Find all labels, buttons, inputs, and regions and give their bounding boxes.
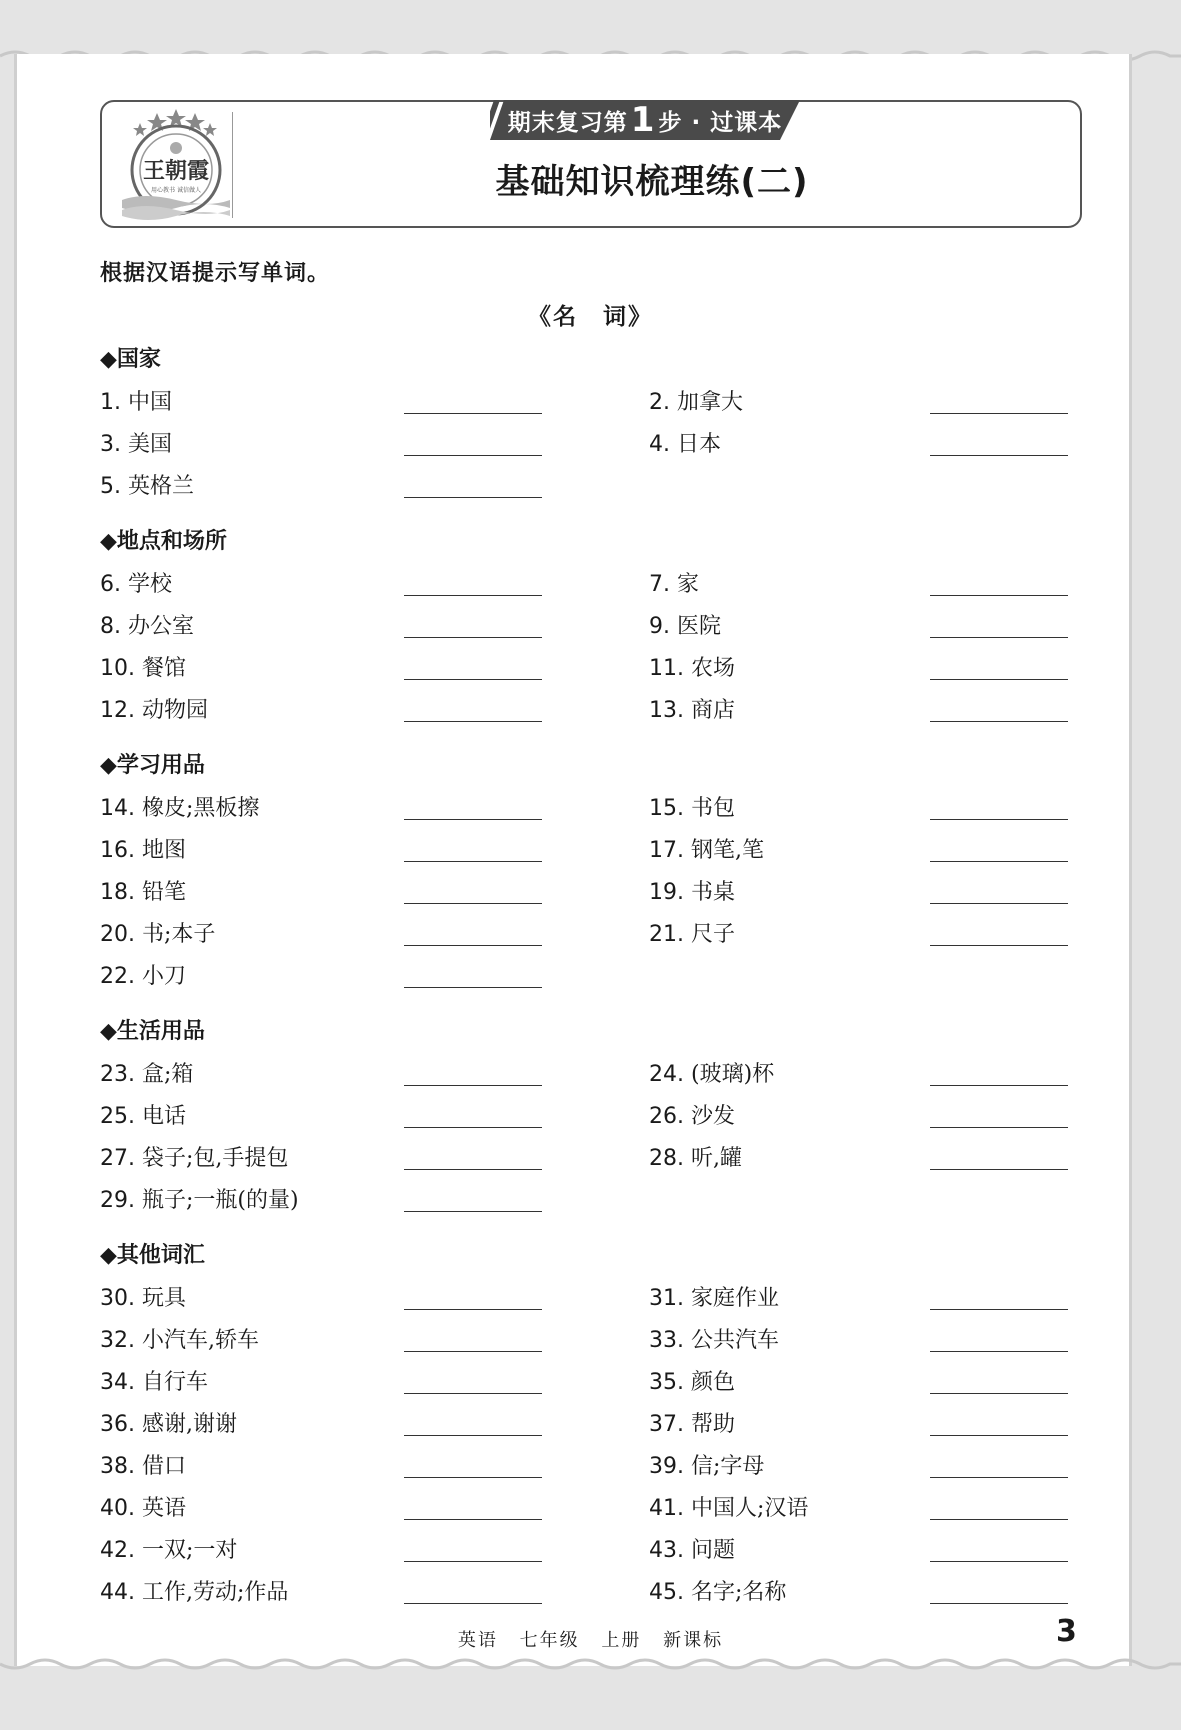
answer-blank[interactable] — [930, 903, 1068, 904]
answer-blank[interactable] — [404, 1561, 542, 1562]
section-heading-places: ◆地点和场所 — [100, 529, 227, 554]
list-item: 34. 自行车 — [100, 1370, 209, 1395]
list-item: 24. (玻璃)杯 — [649, 1062, 775, 1087]
answer-blank[interactable] — [404, 945, 542, 946]
answer-blank[interactable] — [404, 987, 542, 988]
list-item: 14. 橡皮;黑板擦 — [100, 796, 260, 821]
answer-blank[interactable] — [404, 1351, 542, 1352]
list-item: 39. 信;字母 — [649, 1454, 765, 1479]
answer-blank[interactable] — [930, 637, 1068, 638]
list-item: 45. 名字;名称 — [649, 1580, 787, 1605]
answer-blank[interactable] — [404, 413, 542, 414]
list-item: 42. 一双;一对 — [100, 1538, 238, 1563]
page-title: 基础知识梳理练(二) — [495, 162, 809, 202]
answer-blank[interactable] — [930, 861, 1068, 862]
logo-text: 王朝霞 — [142, 158, 210, 184]
list-item: 41. 中国人;汉语 — [649, 1496, 809, 1521]
answer-blank[interactable] — [930, 1561, 1068, 1562]
list-item: 35. 颜色 — [649, 1370, 736, 1395]
list-item: 4. 日本 — [649, 432, 722, 457]
part-of-speech-subtitle: 《名 词》 — [528, 304, 653, 330]
answer-blank[interactable] — [930, 1435, 1068, 1436]
answer-blank[interactable] — [930, 1085, 1068, 1086]
banner-step-number: 1 — [630, 100, 656, 140]
list-item: 8. 办公室 — [100, 614, 195, 639]
answer-blank[interactable] — [404, 455, 542, 456]
header-box — [100, 100, 1082, 228]
answer-blank[interactable] — [930, 1127, 1068, 1128]
list-item: 7. 家 — [649, 572, 700, 597]
answer-blank[interactable] — [404, 1169, 542, 1170]
list-item: 19. 书桌 — [649, 880, 736, 905]
list-item: 17. 钢笔,笔 — [649, 838, 764, 863]
answer-blank[interactable] — [404, 721, 542, 722]
answer-blank[interactable] — [404, 1603, 542, 1604]
answer-blank[interactable] — [404, 1085, 542, 1086]
answer-blank[interactable] — [930, 1169, 1068, 1170]
answer-blank[interactable] — [930, 945, 1068, 946]
answer-blank[interactable] — [404, 1211, 542, 1212]
list-item: 30. 玩具 — [100, 1286, 187, 1311]
list-item: 29. 瓶子;一瓶(的量) — [100, 1188, 299, 1213]
page-number: 3 — [1056, 1614, 1077, 1649]
footer-text: 英语 七年级 上册 新课标 — [457, 1630, 724, 1651]
answer-blank[interactable] — [404, 497, 542, 498]
section-heading-other-words: ◆其他词汇 — [100, 1243, 205, 1268]
banner-post: 步 · 过课本 — [658, 109, 783, 136]
list-item: 44. 工作,劳动;作品 — [100, 1580, 289, 1605]
step-banner — [490, 100, 800, 144]
answer-blank[interactable] — [930, 1519, 1068, 1520]
answer-blank[interactable] — [404, 1477, 542, 1478]
list-item: 18. 铅笔 — [100, 880, 187, 905]
list-item: 26. 沙发 — [649, 1104, 736, 1129]
banner-text — [490, 100, 800, 140]
list-item: 40. 英语 — [100, 1496, 187, 1521]
list-item: 36. 感谢,谢谢 — [100, 1412, 237, 1437]
answer-blank[interactable] — [404, 595, 542, 596]
answer-blank[interactable] — [404, 1309, 542, 1310]
list-item: 1. 中国 — [100, 390, 173, 415]
answer-blank[interactable] — [930, 1351, 1068, 1352]
list-item: 5. 英格兰 — [100, 474, 195, 499]
answer-blank[interactable] — [404, 1127, 542, 1128]
section-heading-countries: ◆国家 — [100, 347, 161, 372]
list-item: 3. 美国 — [100, 432, 173, 457]
instruction-text: 根据汉语提示写单词。 — [100, 261, 331, 286]
answer-blank[interactable] — [404, 679, 542, 680]
list-item: 25. 电话 — [100, 1104, 187, 1129]
answer-blank[interactable] — [404, 819, 542, 820]
answer-blank[interactable] — [930, 413, 1068, 414]
answer-blank[interactable] — [930, 1477, 1068, 1478]
list-item: 21. 尺子 — [649, 922, 736, 947]
list-item: 23. 盒;箱 — [100, 1062, 194, 1087]
answer-blank[interactable] — [404, 637, 542, 638]
answer-blank[interactable] — [930, 819, 1068, 820]
logo-divider — [232, 112, 233, 218]
answer-blank[interactable] — [930, 455, 1068, 456]
answer-blank[interactable] — [404, 1435, 542, 1436]
answer-blank[interactable] — [404, 903, 542, 904]
answer-blank[interactable] — [930, 1603, 1068, 1604]
answer-blank[interactable] — [930, 679, 1068, 680]
list-item: 43. 问题 — [649, 1538, 736, 1563]
list-item: 6. 学校 — [100, 572, 173, 597]
list-item: 15. 书包 — [649, 796, 736, 821]
list-item: 22. 小刀 — [100, 964, 187, 989]
list-item: 13. 商店 — [649, 698, 736, 723]
list-item: 32. 小汽车,轿车 — [100, 1328, 259, 1353]
brand-logo — [114, 108, 232, 222]
list-item: 28. 听,罐 — [649, 1146, 742, 1171]
banner-pre: 期末复习第 — [507, 109, 628, 136]
list-item: 20. 书;本子 — [100, 922, 216, 947]
list-item: 37. 帮助 — [649, 1412, 736, 1437]
list-item: 9. 医院 — [649, 614, 722, 639]
list-item: 11. 农场 — [649, 656, 736, 681]
list-item: 38. 借口 — [100, 1454, 187, 1479]
answer-blank[interactable] — [930, 595, 1068, 596]
list-item: 16. 地图 — [100, 838, 187, 863]
list-item: 27. 袋子;包,手提包 — [100, 1146, 289, 1171]
answer-blank[interactable] — [404, 1519, 542, 1520]
answer-blank[interactable] — [930, 721, 1068, 722]
list-item: 31. 家庭作业 — [649, 1286, 780, 1311]
answer-blank[interactable] — [404, 861, 542, 862]
list-item: 2. 加拿大 — [649, 390, 744, 415]
answer-blank[interactable] — [930, 1393, 1068, 1394]
section-heading-school-supplies: ◆学习用品 — [100, 753, 205, 778]
answer-blank[interactable] — [404, 1393, 542, 1394]
page-wave-bottom — [0, 1658, 1181, 1674]
section-heading-daily-items: ◆生活用品 — [100, 1019, 205, 1044]
logo-subtext: 用心教书 诚信做人 — [151, 187, 201, 194]
answer-blank[interactable] — [930, 1309, 1068, 1310]
list-item: 12. 动物园 — [100, 698, 209, 723]
list-item: 10. 餐馆 — [100, 656, 187, 681]
list-item: 33. 公共汽车 — [649, 1328, 780, 1353]
